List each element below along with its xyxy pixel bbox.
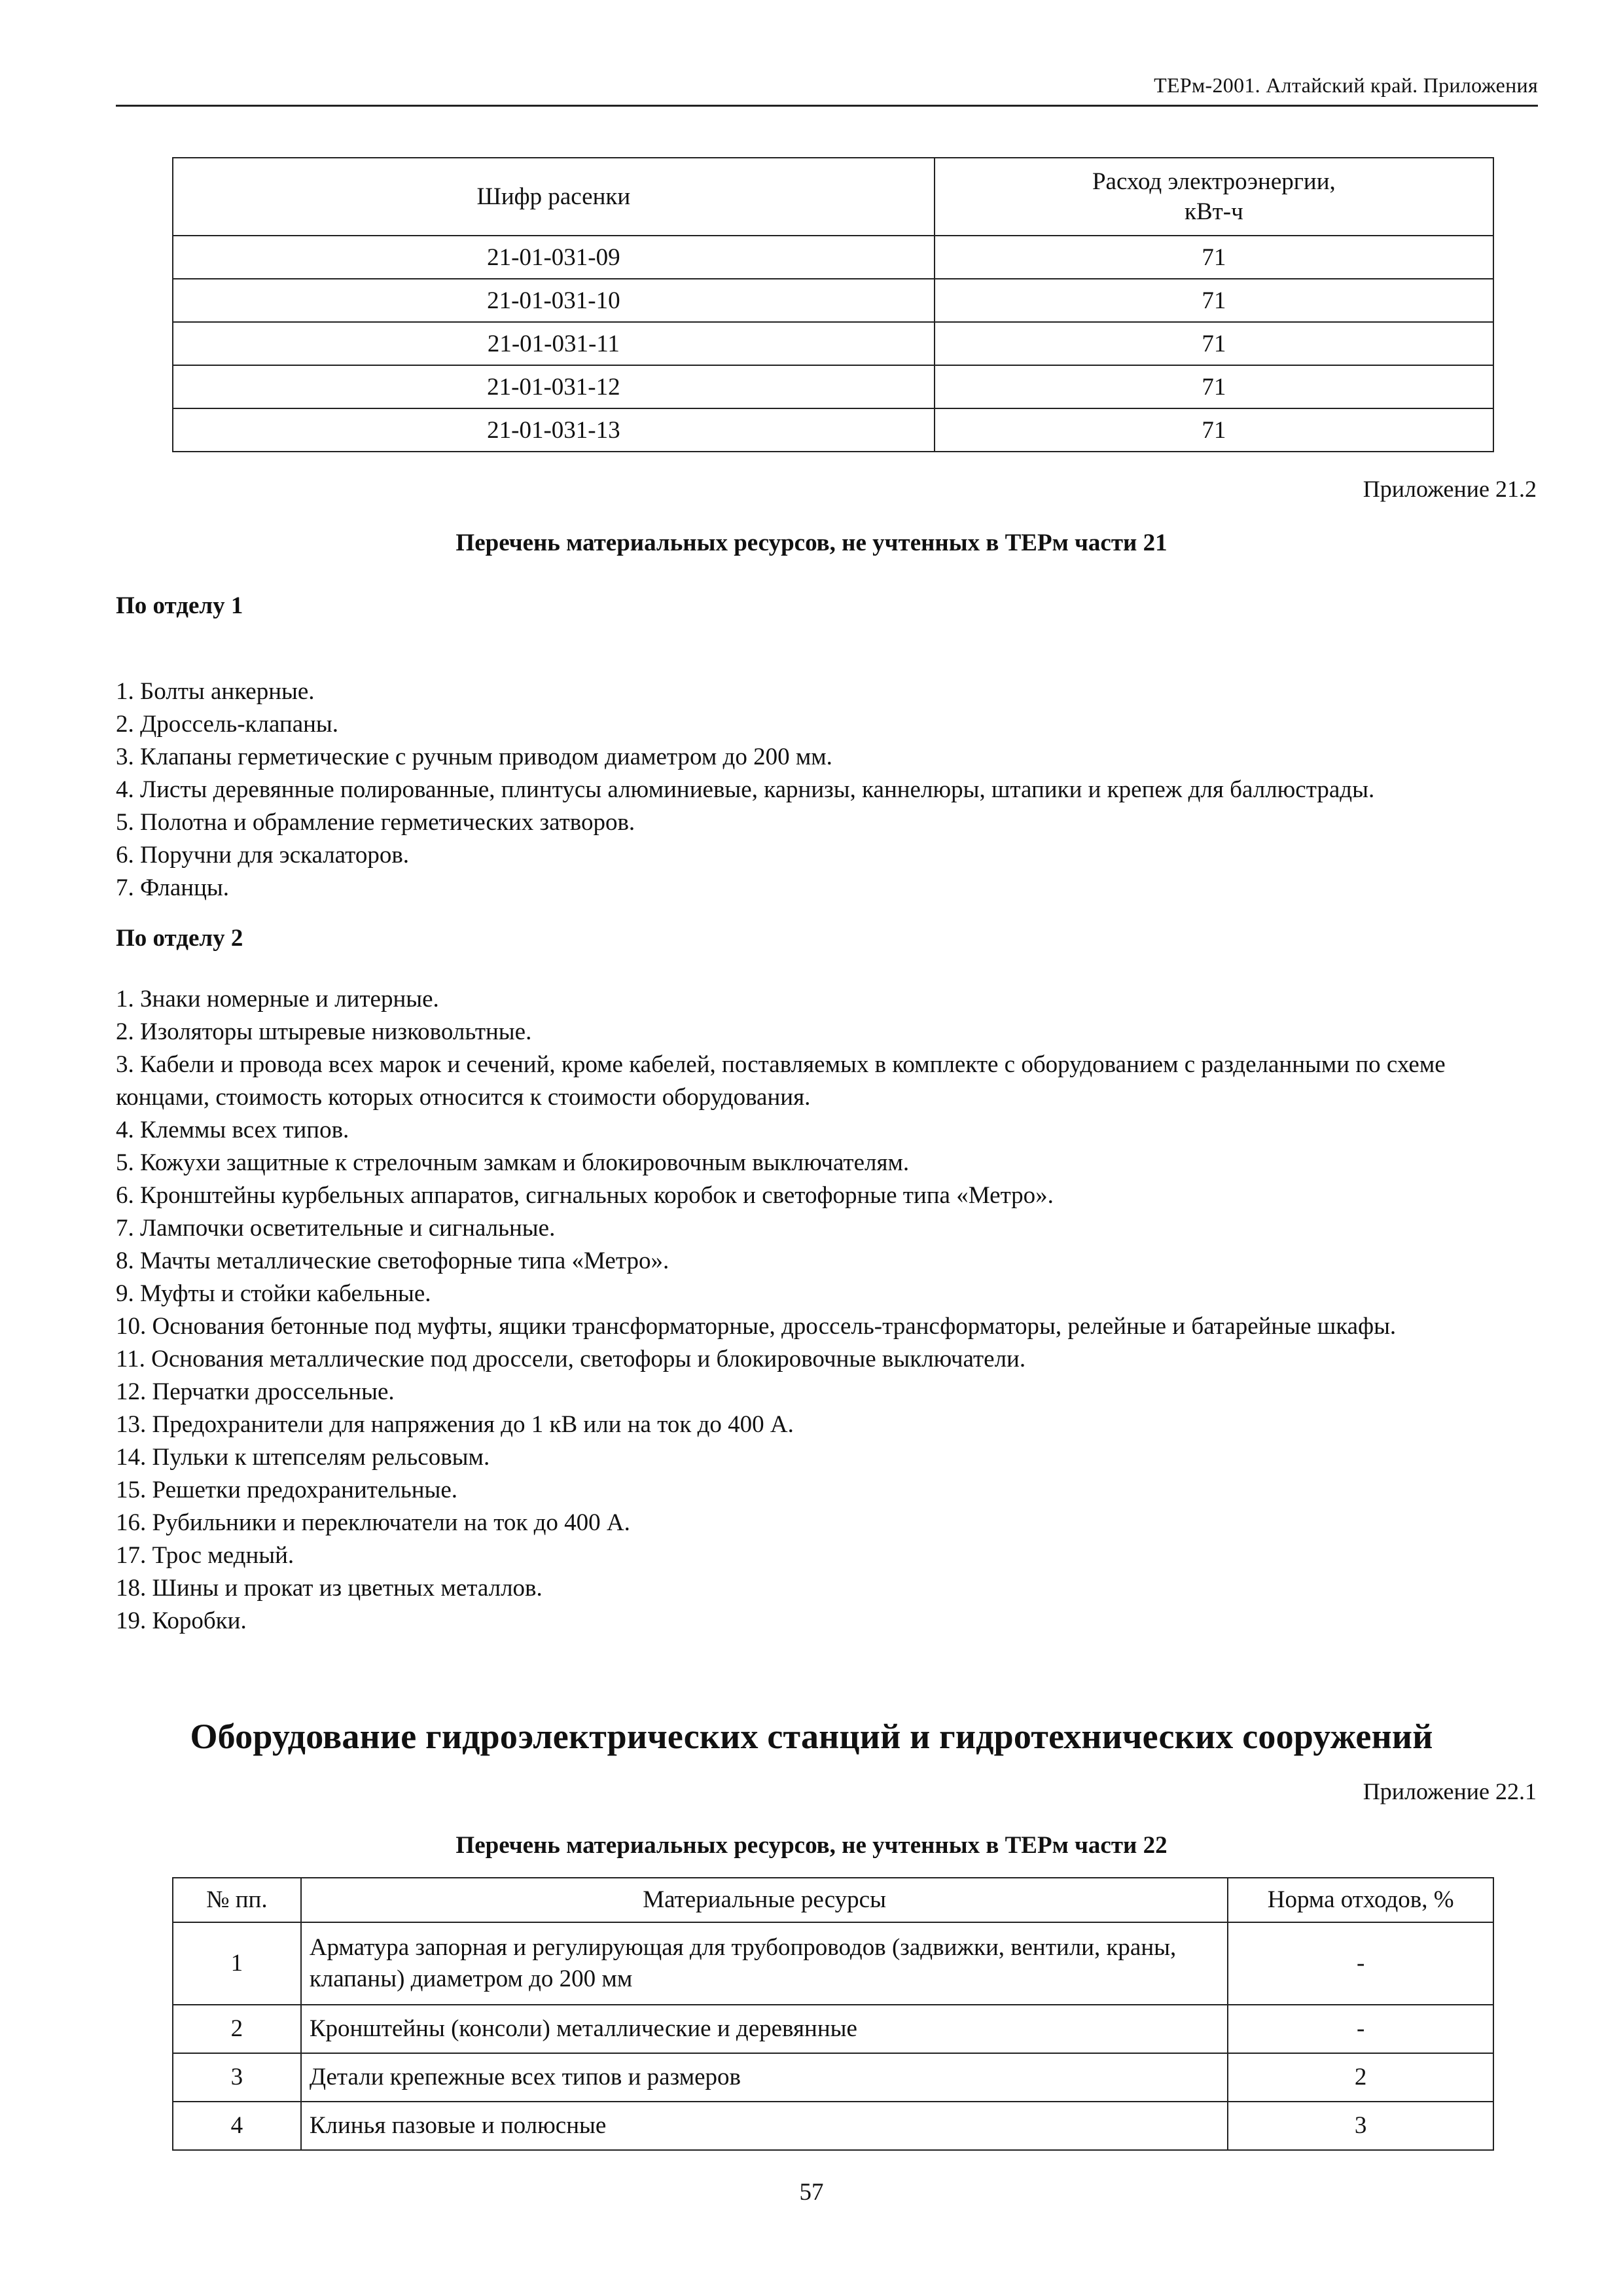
table-row [173,322,1493,365]
table-row [173,1922,1493,2005]
materials-list-dept2 [116,983,1543,1638]
row-number-cell: 1 [173,1922,301,2005]
list-item: 11. Основания металлические под дроссели, светофоры и блокировочные выключатели. [116,1346,1026,1372]
materials-table-22 [172,1877,1494,2151]
list-title-21: Перечень материальных ресурсов, не учтенных в ТЕРм части 21 [455,529,1168,556]
section-label-dept2: По отделу 2 [116,925,243,952]
section-label-dept1: По отделу 1 [116,592,243,619]
list-title-22: Перечень материальных ресурсов, не учтенных в ТЕРм части 22 [455,1832,1168,1859]
column-header-waste-norm: Норма отходов, % [1228,1878,1493,1922]
materials-list-dept1 [116,675,1543,905]
row-number-cell: 4 [173,2102,301,2150]
list-item: 1. Болты анкерные. [116,678,315,705]
energy-value-cell: 71 [935,322,1493,365]
list-item: 18. Шины и прокат из цветных металлов. [116,1575,543,1602]
column-header-number: № пп. [173,1878,301,1922]
energy-value-cell: 71 [935,279,1493,322]
rate-code-cell: 21-01-031-12 [173,365,935,408]
rate-code-cell: 21-01-031-09 [173,236,935,279]
list-item: 16. Рубильники и переключатели на ток до 400 А. [116,1509,630,1536]
column-header-energy-line1: Расход электроэнергии, [1092,168,1336,195]
list-item: 3. Кабели и провода всех марок и сечений, кроме кабелей, поставляемых в комплекте с оборудованием с разделанными по схеме концами, стоимость которых относится к стоимости оборудования. [116,1051,1446,1111]
resource-cell: Арматура запорная и регулирующая для трубопроводов (задвижки, вентили, краны, клапаны) диаметром до 200 мм [301,1922,1228,2005]
list-item: 7. Лампочки осветительные и сигнальные. [116,1215,556,1242]
rate-code-cell: 21-01-031-10 [173,279,935,322]
energy-value-cell: 71 [935,365,1493,408]
table-header-row [173,158,1493,236]
column-header-resources: Материальные ресурсы [301,1878,1228,1922]
list-item: 9. Муфты и стойки кабельные. [116,1280,431,1307]
energy-value-cell: 71 [935,408,1493,452]
waste-norm-cell: - [1228,1922,1493,2005]
list-item: 14. Пульки к штепселям рельсовым. [116,1444,490,1471]
list-item: 12. Перчатки дроссельные. [116,1378,395,1405]
resource-cell: Кронштейны (консоли) металлические и деревянные [301,2005,1228,2053]
list-item: 7. Фланцы. [116,874,229,901]
list-item: 6. Поручни для эскалаторов. [116,842,410,869]
section-title-22: Оборудование гидроэлектрических станций и гидротехнических сооружений [190,1717,1433,1756]
header-rule [116,105,1538,107]
rate-code-cell: 21-01-031-11 [173,322,935,365]
table-row [173,236,1493,279]
waste-norm-cell: 3 [1228,2102,1493,2150]
row-number-cell: 3 [173,2053,301,2102]
energy-consumption-table [172,157,1494,452]
list-item: 2. Изоляторы штыревые низковольтные. [116,1018,532,1045]
resource-cell: Детали крепежные всех типов и размеров [301,2053,1228,2102]
waste-norm-cell: 2 [1228,2053,1493,2102]
appendix-label-22: Приложение 22.1 [1363,1778,1537,1804]
list-item: 1. Знаки номерные и литерные. [116,986,439,1013]
list-item: 19. Коробки. [116,1607,247,1634]
list-item: 15. Решетки предохранительные. [116,1477,458,1503]
appendix-label-21: Приложение 21.2 [1363,476,1537,502]
table-row [173,365,1493,408]
table-row [173,2102,1493,2150]
column-header-energy [935,158,1493,236]
list-item: 4. Листы деревянные полированные, плинтусы алюминиевые, карнизы, каннелюры, штапики и крепеж для баллюстрады. [116,776,1375,803]
column-header-energy-line2: кВт-ч [1184,198,1243,225]
waste-norm-cell: - [1228,2005,1493,2053]
list-item: 13. Предохранители для напряжения до 1 кВ или на ток до 400 А. [116,1411,794,1438]
list-item: 3. Клапаны герметические с ручным приводом диаметром до 200 мм. [116,744,832,770]
table-row [173,408,1493,452]
list-item: 2. Дроссель-клапаны. [116,711,339,738]
rate-code-cell: 21-01-031-13 [173,408,935,452]
list-item: 4. Клеммы всех типов. [116,1117,349,1143]
list-item: 5. Кожухи защитные к стрелочным замкам и блокировочным выключателям. [116,1149,910,1176]
column-header-code: Шифр расенки [173,158,935,236]
table-row [173,279,1493,322]
running-title: ТЕРм-2001. Алтайский край. Приложения [1154,73,1538,97]
table-row [173,2005,1493,2053]
table-row [173,2053,1493,2102]
energy-value-cell: 71 [935,236,1493,279]
row-number-cell: 2 [173,2005,301,2053]
page-number: 57 [799,2179,824,2206]
list-item: 10. Основания бетонные под муфты, ящики трансформаторные, дроссель-трансформаторы, релейные и батарейные шкафы. [116,1313,1397,1340]
list-item: 8. Мачты металлические светофорные типа «Метро». [116,1247,669,1274]
table-header-row [173,1878,1493,1922]
list-item: 6. Кронштейны курбельных аппаратов, сигнальных коробок и светофорные типа «Метро». [116,1182,1054,1209]
resource-cell: Клинья пазовые и полюсные [301,2102,1228,2150]
list-item: 17. Трос медный. [116,1542,294,1569]
list-item: 5. Полотна и обрамление герметических затворов. [116,809,635,836]
